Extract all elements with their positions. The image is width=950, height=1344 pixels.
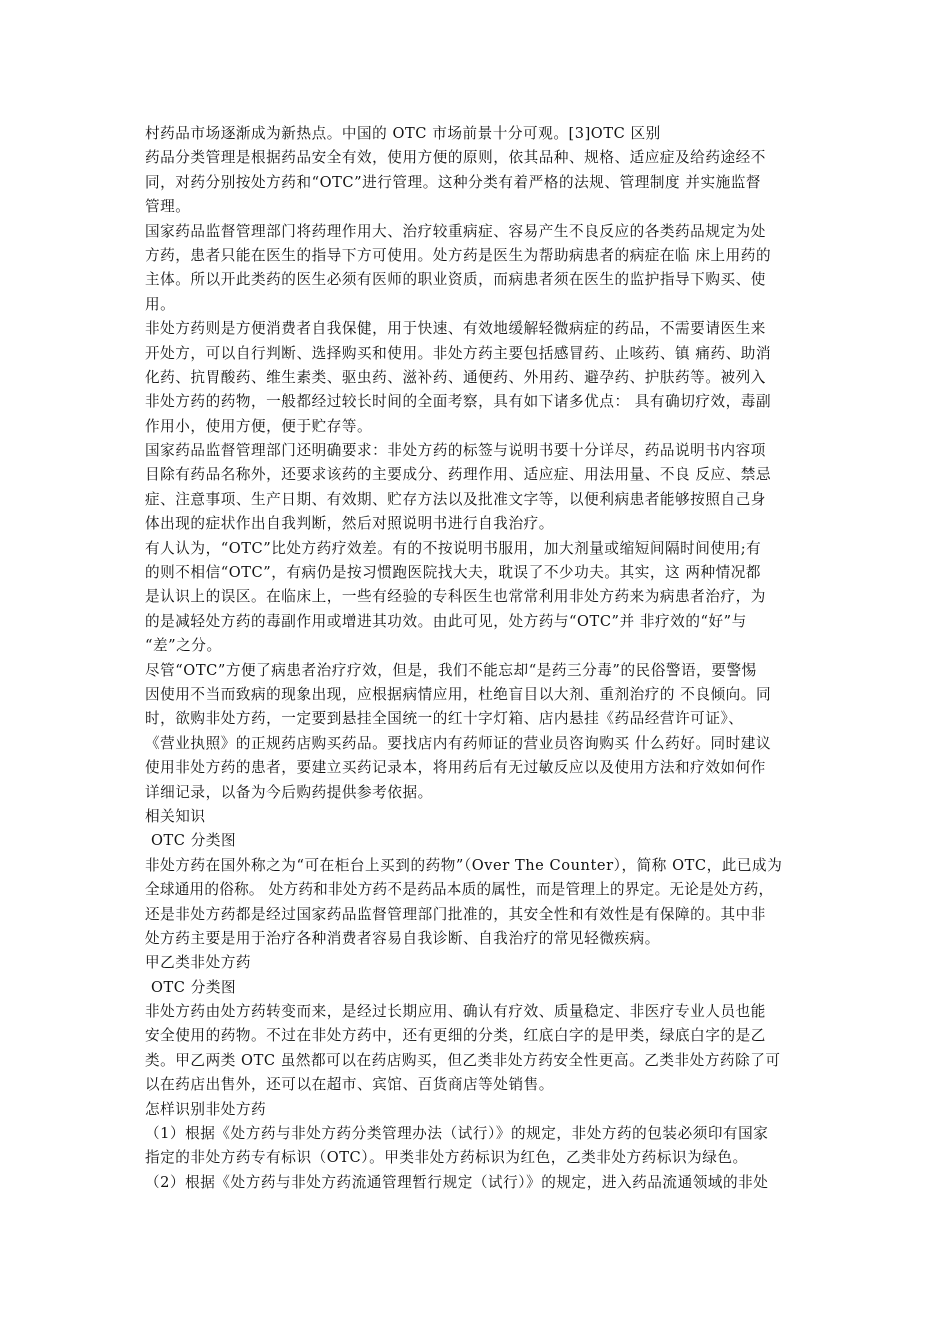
text-line: 安全使用的药物。不过在非处方药中，还有更细的分类，红底白字的是甲类，绿底白字的是乙 [145, 1027, 766, 1045]
text-line: 使用非处方药的患者，要建立买药记录本，将用药后有无过敏反应以及使用方法和疗效如何作 [145, 759, 766, 777]
text-line: 非处方药在国外称之为“可在柜台上买到的药物”（Over The Counter），简称 OTC，此已成为 [145, 856, 783, 874]
text-line: 有人认为，“OTC”比处方药疗效差。有的不按说明书服用，加大剂量或缩短间隔时间使用;有 [145, 539, 762, 557]
text-line: 主体。所以开此类药的医生必须有医师的职业资质，而病患者须在医生的监护指导下购买、使 [145, 271, 766, 289]
text-line: 管理。 [145, 198, 191, 216]
text-line: 《营业执照》的正规药店购买药品。要找店内有药师证的营业员咨询购买 什么药好。同时建议 [145, 734, 772, 752]
text-line: （2）根据《处方药与非处方药流通管理暂行规定（试行）》的规定，进入药品流通领域的非处 [145, 1173, 769, 1191]
text-line: 是认识上的误区。在临床上，一些有经验的专科医生也常常利用非处方药来为病患者治疗，为 [145, 588, 766, 606]
text-line: 同，对药分别按处方药和“OTC”进行管理。这种分类有着严格的法规、管理制度 并实施监督 [145, 173, 762, 191]
text-line: 因使用不当而致病的现象出现，应根据病情应用，杜绝盲目以大剂、重剂治疗的 不良倾向。同 [145, 685, 772, 703]
document-page [145, 122, 817, 1195]
text-line: “差”之分。 [145, 637, 222, 655]
text-line: （1）根据《处方药与非处方药分类管理办法（试行）》的规定，非处方药的包装必须印有国家 [145, 1125, 769, 1143]
text-line: 开处方，可以自行判断、选择购买和使用。非处方药主要包括感冒药、止咳药、镇 痛药、助消 [145, 344, 772, 362]
text-line: 还是非处方药都是经过国家药品监督管理部门批准的，其安全性和有效性是有保障的。其中非 [145, 905, 766, 923]
text-line: 化药、抗胃酸药、维生素类、驱虫药、滋补药、通便药、外用药、避孕药、护肤药等。被列入 [145, 368, 766, 386]
text-line: 症、注意事项、生产日期、有效期、贮存方法以及批准文字等，以便利病患者能够按照自己身 [145, 490, 766, 508]
text-line: 用。 [145, 295, 176, 313]
text-line: 体出现的症状作出自我判断，然后对照说明书进行自我治疗。 [145, 515, 554, 533]
text-line: 非处方药的药物，一般都经过较长时间的全面考察，具有如下诸多优点： 具有确切疗效，毒副 [145, 393, 772, 411]
text-line: 药品分类管理是根据药品安全有效，使用方便的原则，依其品种、规格、适应症及给药途经不 [145, 149, 766, 167]
section-heading: 怎样识别非处方药 [145, 1100, 267, 1118]
text-line: 国家药品监督管理部门还明确要求：非处方药的标签与说明书要十分详尽，药品说明书内容项 [145, 442, 766, 460]
text-line: 非处方药则是方便消费者自我保健，用于快速、有效地缓解轻微病症的药品，不需要请医生来 [145, 320, 766, 338]
text-line: 国家药品监督管理部门将药理作用大、治疗较重病症、容易产生不良反应的各类药品规定为处 [145, 222, 766, 240]
text-line: 指定的非处方药专有标识（OTC）。甲类非处方药标识为红色，乙类非处方药标识为绿色。 [145, 1149, 748, 1167]
text-line: 目除有药品名称外，还要求该药的主要成分、药理作用、适应症、用法用量、不良 反应、禁忌 [145, 466, 772, 484]
text-line: 全球通用的俗称。 处方药和非处方药不是药品本质的属性，而是管理上的界定。无论是处方药， [145, 881, 774, 899]
figure-caption: OTC 分类图 [151, 832, 237, 850]
text-line: 村药品市场逐渐成为新热点。中国的 OTC 市场前景十分可观。[3]OTC 区别 [145, 125, 661, 142]
text-line: 处方药主要是用于治疗各种消费者容易自我诊断、自我治疗的常见轻微疾病。 [145, 929, 660, 947]
section-heading: 相关知识 [145, 807, 206, 825]
text-line: 作用小，使用方便，便于贮存等。 [145, 417, 373, 435]
section-heading: 甲乙类非处方药 [145, 954, 252, 972]
text-line: 时，欲购非处方药，一定要到悬挂全国统一的红十字灯箱、店内悬挂《药品经营许可证》、 [145, 710, 744, 728]
text-line: 尽管“OTC”方便了病患者治疗疗效，但是，我们不能忘却“是药三分毒”的民俗警语，要警惕 [145, 661, 757, 679]
text-line: 的是减轻处方药的毒副作用或增进其功效。由此可见，处方药与“OTC”并 非疗效的“好”与 [145, 612, 747, 630]
text-line: 以在药店出售外，还可以在超市、宾馆、百货商店等处销售。 [145, 1076, 554, 1094]
text-line: 详细记录，以备为今后购药提供参考依据。 [145, 783, 433, 801]
text-line: 非处方药由处方药转变而来，是经过长期应用、确认有疗效、质量稳定、非医疗专业人员也能 [145, 1003, 766, 1021]
figure-caption: OTC 分类图 [151, 978, 237, 996]
text-line: 方药，患者只能在医生的指导下方可使用。处方药是医生为帮助病患者的病症在临 床上用药的 [145, 246, 772, 264]
text-line: 类。甲乙两类 OTC 虽然都可以在药店购买，但乙类非处方药安全性更高。乙类非处方药除了可 [145, 1051, 781, 1069]
text-line: 的则不相信“OTC”，有病仍是按习惯跑医院找大夫，耽误了不少功夫。其实，这 两种情况都 [145, 564, 762, 582]
